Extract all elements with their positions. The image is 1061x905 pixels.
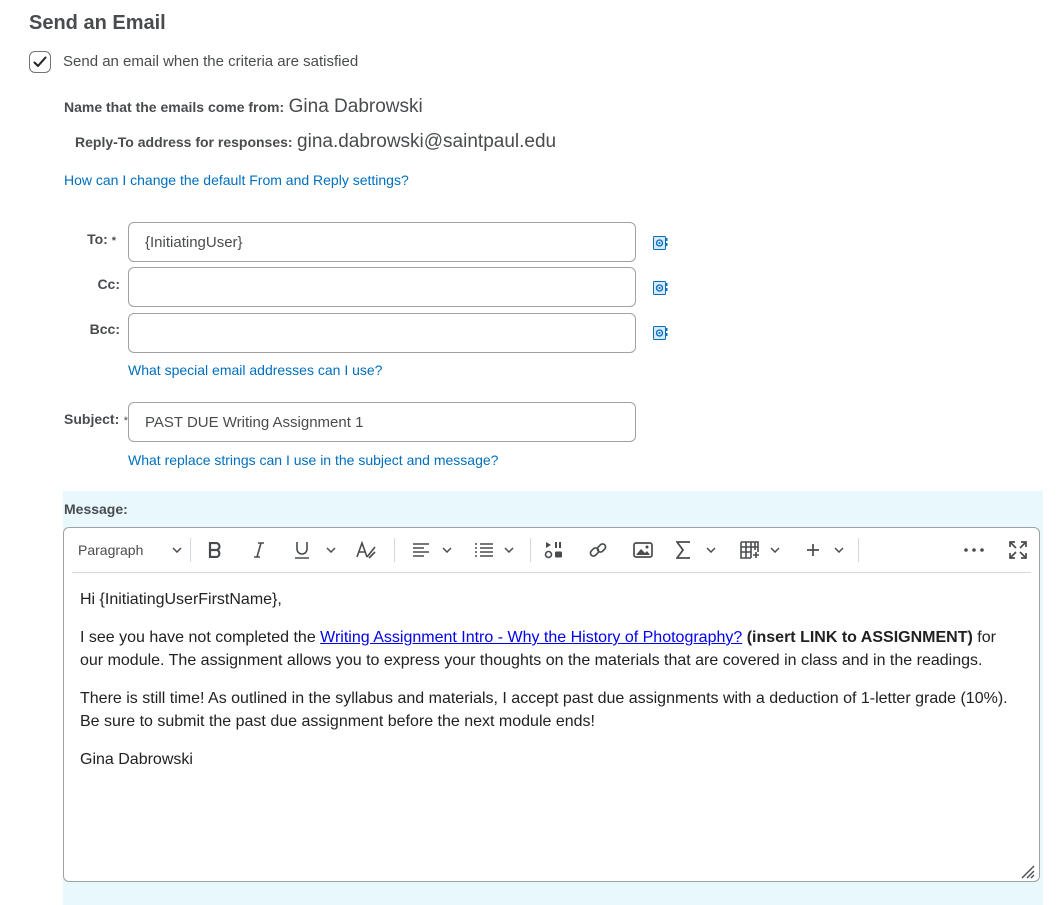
align-button[interactable] bbox=[412, 528, 452, 572]
plus-icon bbox=[806, 543, 820, 557]
message-body[interactable] bbox=[80, 588, 1019, 786]
reply-to-row bbox=[75, 131, 556, 153]
reply-to-value: gina.dabrowski@saintpaul.edu bbox=[297, 131, 557, 152]
insert-menu-button[interactable] bbox=[806, 528, 844, 572]
format-select-value: Paragraph bbox=[78, 542, 144, 558]
checkmark-icon bbox=[33, 56, 47, 68]
greeting-paragraph: Hi {InitiatingUserFirstName}, bbox=[80, 591, 282, 608]
replace-strings-help-link[interactable]: What replace strings can I use in the subject and message? bbox=[128, 452, 499, 468]
italic-button[interactable] bbox=[246, 528, 272, 572]
bold-icon bbox=[208, 542, 222, 558]
paragraph-1 bbox=[80, 626, 1019, 672]
address-book-icon[interactable] bbox=[652, 235, 668, 256]
cc-input[interactable] bbox=[128, 267, 636, 307]
cc-label: Cc: bbox=[97, 276, 120, 292]
required-marker: * bbox=[123, 415, 128, 427]
link-icon bbox=[588, 540, 608, 560]
subject-label bbox=[64, 411, 128, 429]
chevron-down-icon bbox=[326, 547, 336, 553]
section-title: Send an Email bbox=[29, 12, 166, 34]
media-icon bbox=[544, 541, 564, 559]
chevron-down-icon bbox=[442, 547, 452, 553]
align-left-icon bbox=[412, 543, 430, 557]
send-email-checkbox[interactable] bbox=[29, 51, 51, 73]
from-name-row bbox=[64, 96, 423, 118]
insert-link-button[interactable] bbox=[586, 528, 610, 572]
underline-button[interactable] bbox=[294, 528, 336, 572]
table-button[interactable] bbox=[740, 528, 780, 572]
message-editor[interactable] bbox=[63, 527, 1040, 882]
from-reply-help-link[interactable]: How can I change the default From and Reply settings? bbox=[64, 172, 409, 188]
chevron-down-icon bbox=[504, 547, 514, 553]
address-book-icon bbox=[652, 325, 668, 341]
bcc-address-book-button[interactable] bbox=[652, 325, 668, 346]
bcc-label: Bcc: bbox=[89, 321, 120, 337]
from-name-value: Gina Dabrowski bbox=[288, 96, 423, 117]
bold-button[interactable] bbox=[202, 528, 228, 572]
insert-image-button[interactable] bbox=[630, 528, 656, 572]
signature: Gina Dabrowski bbox=[80, 751, 193, 768]
special-addresses-help-link[interactable]: What special email addresses can I use? bbox=[128, 362, 383, 378]
text-format-button[interactable] bbox=[354, 528, 378, 572]
editor-toolbar bbox=[72, 528, 1031, 573]
p1-text: I see you have not completed the bbox=[80, 629, 321, 646]
p1-bold-note: (insert LINK to ASSIGNMENT) bbox=[746, 629, 973, 646]
more-icon bbox=[964, 548, 984, 552]
underline-icon bbox=[294, 541, 310, 559]
chevron-down-icon bbox=[834, 547, 844, 553]
italic-icon bbox=[253, 542, 265, 558]
format-select[interactable] bbox=[78, 528, 182, 572]
list-button[interactable] bbox=[474, 528, 514, 572]
to-label bbox=[56, 231, 116, 247]
address-book-icon bbox=[652, 235, 668, 251]
list-icon bbox=[474, 542, 494, 558]
address-book-icon bbox=[652, 280, 668, 296]
chevron-down-icon bbox=[706, 547, 716, 553]
insert-stuff-button[interactable] bbox=[542, 528, 566, 572]
assignment-link[interactable]: Writing Assignment Intro - Why the History of Photography? bbox=[320, 629, 743, 646]
sigma-icon bbox=[676, 541, 690, 559]
from-name-label: Name that the emails come from: bbox=[64, 99, 285, 115]
chevron-down-icon bbox=[172, 547, 182, 553]
bcc-input[interactable] bbox=[128, 313, 636, 353]
more-button[interactable] bbox=[962, 528, 986, 572]
resize-handle-icon[interactable] bbox=[1019, 863, 1035, 879]
p1-text-end: for our module. The assignment allows you to express your thoughts on the materials that are covered in class and in the readings. bbox=[80, 629, 996, 669]
fullscreen-icon bbox=[1009, 541, 1027, 559]
text-format-icon bbox=[356, 541, 376, 559]
reply-to-label: Reply-To address for responses: bbox=[75, 134, 293, 150]
image-icon bbox=[633, 542, 653, 558]
paragraph-2: There is still time! As outlined in the syllabus and materials, I accept past due assignments with a deduction of 1-letter grade (10%). Be sure to submit the past due assignment before the next module ends! bbox=[80, 690, 1008, 730]
cc-address-book-button[interactable] bbox=[652, 280, 668, 301]
subject-input[interactable]: PAST DUE Writing Assignment 1 bbox=[128, 402, 636, 442]
equation-button[interactable] bbox=[676, 528, 716, 572]
send-email-checkbox-label[interactable]: Send an email when the criteria are satisfied bbox=[63, 53, 359, 70]
table-icon bbox=[740, 541, 760, 559]
fullscreen-button[interactable] bbox=[1006, 528, 1030, 572]
to-input[interactable]: {InitiatingUser} bbox=[128, 222, 636, 262]
required-marker: * bbox=[111, 235, 116, 247]
subject-label-text: Subject: bbox=[64, 411, 120, 427]
message-label: Message: bbox=[64, 501, 128, 517]
chevron-down-icon bbox=[770, 547, 780, 553]
to-label-text: To: bbox=[87, 231, 108, 247]
